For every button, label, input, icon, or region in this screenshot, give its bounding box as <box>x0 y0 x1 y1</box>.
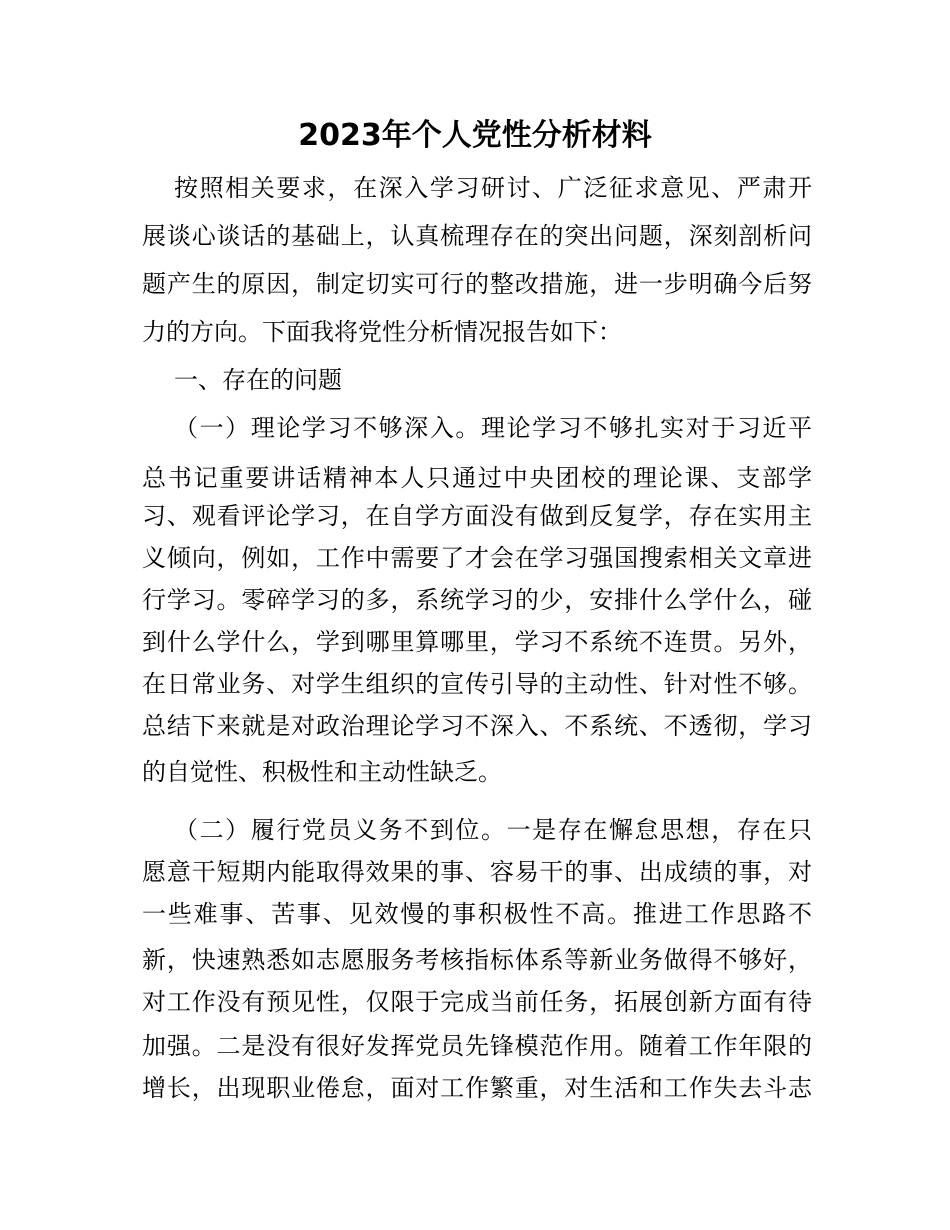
paragraph-line: 到什么学什么，学到哪里算哪里，学习不系统不连贯。另外， <box>142 628 812 656</box>
paragraph-line: 对工作没有预见性，仅限于完成当前任务，拓展创新方面有待 <box>142 988 812 1016</box>
paragraph-line: （二）履行党员义务不到位。一是存在懈怠思想，存在只 <box>174 816 812 844</box>
paragraph-line: 按照相关要求，在深入学习研讨、广泛征求意见、严肃开 <box>174 174 812 202</box>
paragraph-line: 总书记重要讲话精神本人只通过中央团校的理论课、支部学 <box>142 464 812 492</box>
paragraph-line: 在日常业务、对学生组织的宣传引导的主动性、针对性不够。 <box>142 670 812 698</box>
paragraph-line: 力的方向。下面我将党性分析情况报告如下： <box>142 318 622 346</box>
paragraph-line: 总结下来就是对政治理论学习不深入、不系统、不透彻，学习 <box>142 712 812 740</box>
section-heading: 一、存在的问题 <box>174 366 342 394</box>
paragraph-line: 愿意干短期内能取得效果的事、容易干的事、出成绩的事，对 <box>142 858 812 886</box>
paragraph-line: 增长，出现职业倦怠，面对工作繁重，对生活和工作失去斗志 <box>142 1074 812 1102</box>
paragraph-line: 习、观看评论学习，在自学方面没有做到反复学，存在实用主 <box>142 502 812 530</box>
paragraph-line: 题产生的原因，制定切实可行的整改措施，进一步明确今后努 <box>142 270 812 298</box>
paragraph-line: 展谈心谈话的基础上，认真梳理存在的突出问题，深刻剖析问 <box>142 222 812 250</box>
paragraph-line: 行学习。零碎学习的多，系统学习的少，安排什么学什么，碰 <box>142 586 812 614</box>
document-title: 2023年个人党性分析材料 <box>298 118 652 153</box>
paragraph-line: 义倾向，例如，工作中需要了才会在学习强国搜索相关文章进 <box>142 544 812 572</box>
paragraph-line: 加强。二是没有很好发挥党员先锋模范作用。随着工作年限的 <box>142 1032 812 1060</box>
paragraph-line: 新，快速熟悉如志愿服务考核指标体系等新业务做得不够好， <box>142 946 812 974</box>
paragraph-line: 的自觉性、积极性和主动性缺乏。 <box>142 758 502 786</box>
paragraph-line: 一些难事、苦事、见效慢的事积极性不高。推进工作思路不 <box>142 900 812 928</box>
paragraph-line: （一）理论学习不够深入。理论学习不够扎实对于习近平 <box>174 414 812 442</box>
